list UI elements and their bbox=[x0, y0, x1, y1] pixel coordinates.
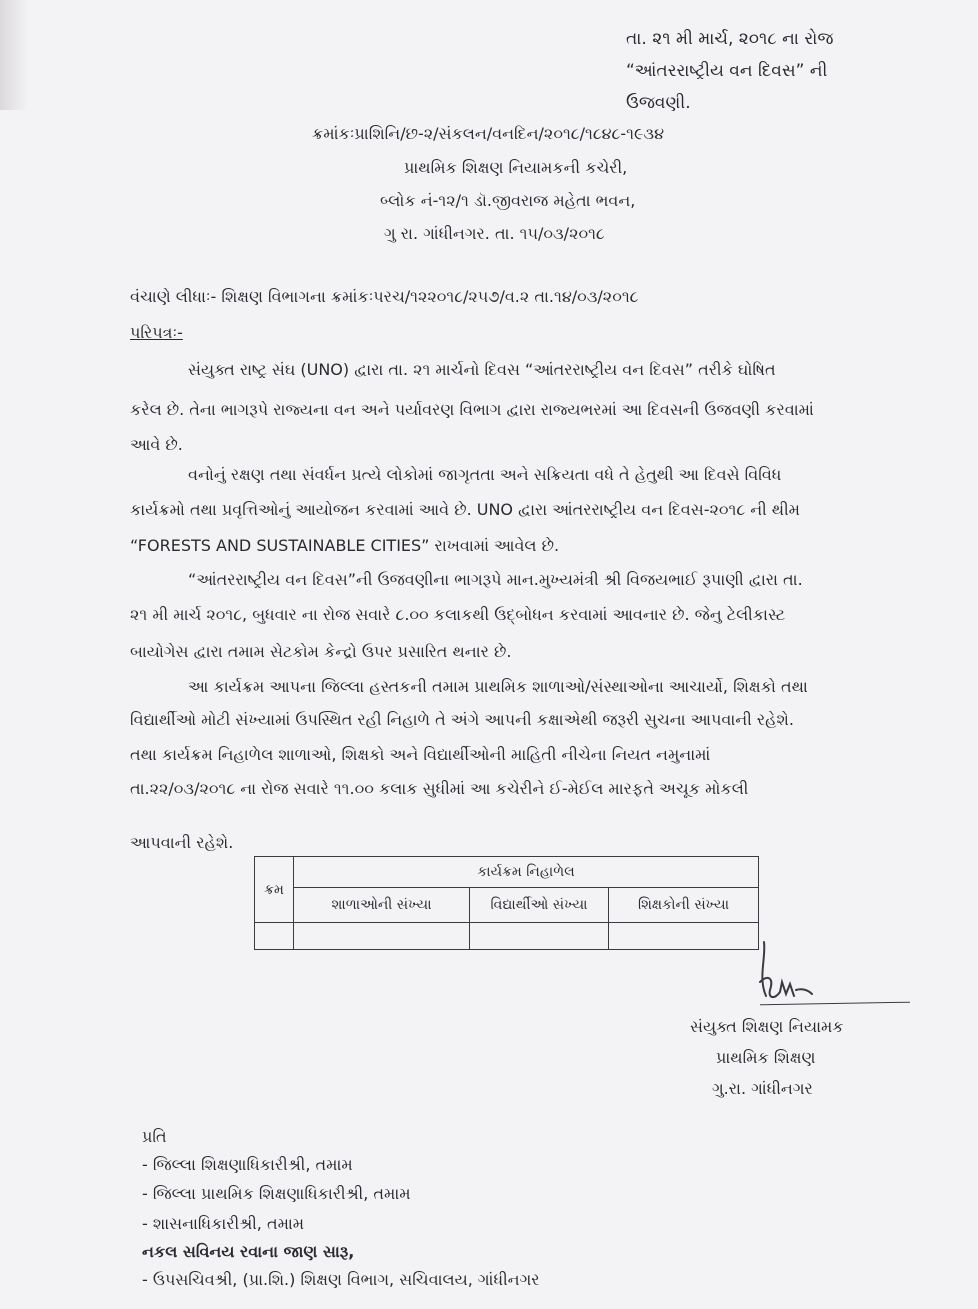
handwritten-signature bbox=[752, 938, 852, 1008]
group-header: કાર્યક્રમ નિહાળેલ bbox=[294, 857, 759, 888]
body-line: કરેલ છે. તેના ભાગરૂપે રાજ્યના વન અને પર્યાવરણ વિભાગ દ્વારા રાજ્યભરમાં આ દિવસની ઉજવણી કરવામાં bbox=[130, 400, 814, 419]
table-cell bbox=[255, 923, 294, 950]
table-cell bbox=[294, 923, 470, 950]
col-schools-header: શાળાઓની સંખ્યા bbox=[294, 888, 470, 923]
subject-line-3: ઉજવણી. bbox=[626, 93, 691, 113]
body-line: વનોનું રક્ષણ તથા સંવર્ધન પ્રત્યે લોકોમાં જાગૃતતા અને સક્રિયતા વધે તે હેતુથી આ દિવસે વિવિધ bbox=[188, 465, 782, 484]
table-cell bbox=[609, 923, 759, 950]
body-line: તા.૨૨/૦૩/૨૦૧૮ ના રોજ સવારે ૧૧.૦૦ કલાક સુધીમાં આ કચેરીને ઈ-મેઈલ મારફતે અચૂક મોકલી bbox=[130, 779, 749, 798]
office-city-date: ગુ રા. ગાંધીનગર. તા. ૧૫/૦૩/૨૦૧૮ bbox=[384, 224, 605, 243]
office-address: બ્લોક નં-૧૨/૧ ડૉ.જીવરાજ મહેતા ભવન, bbox=[380, 191, 636, 210]
page-fold-shadow bbox=[0, 0, 28, 110]
subject-line-1: તા. ૨૧ મી માર્ચ, ૨૦૧૮ ના રોજ bbox=[626, 29, 834, 49]
table-row bbox=[255, 923, 759, 950]
signatory-title: સંયુક્ત શિક્ષણ નિયામક bbox=[690, 1017, 844, 1036]
body-line: આ કાર્યક્રમ આપના જિલ્લા હસ્તકની તમામ પ્રાથમિક શાળાઓ/સંસ્થાઓના આચાર્યો, શિક્ષકો તથા bbox=[188, 677, 808, 696]
body-line: ૨૧ મી માર્ચ ૨૦૧૮, બુધવાર ના રોજ સવારે ૮.૦૦ કલાકથી ઉદ્બોધન કરવામાં આવનાર છે. જેનુ ટેલીકાસ્ટ bbox=[130, 605, 786, 624]
body-line: તથા કાર્યક્રમ નિહાળેલ શાળાઓ, શિક્ષકો અને વિદ્યાર્થીઓની માહિતી નીચેના નિયત નમુનામાં bbox=[130, 745, 711, 764]
body-line: “આંતરરાષ્ટ્રીય વન દિવસ”ની ઉજવણીના ભાગરૂપે માન.મુખ્યમંત્રી શ્રી વિજયભાઈ રૂપાણી દ્વારા તા. bbox=[188, 570, 803, 589]
copy-recipient-item: - ઉપસચિવશ્રી, (પ્રા.શિ.) શિક્ષણ વિભાગ, સચિવાલય, ગાંધીનગર bbox=[142, 1270, 540, 1289]
body-line: કાર્યક્રમો તથા પ્રવૃત્તિઓનું આયોજન કરવામાં આવે છે. UNO દ્વારા આંતરરાષ્ટ્રીય વન દિવસ-૨૦૧૮ ની થીમ bbox=[130, 500, 800, 519]
reference-number: ક્રમાંકઃપ્રાશિનિ/છ-૨/સંકલન/વનદિન/૨૦૧૮/૧૮૪૮-૧૯૩૪ bbox=[312, 124, 665, 143]
table-cell bbox=[470, 923, 609, 950]
body-line: આપવાની રહેશે. bbox=[130, 833, 234, 852]
signatory-department: પ્રાથમિક શિક્ષણ bbox=[716, 1048, 816, 1067]
reference-read: વંચાણે લીધાઃ- શિક્ષણ વિભાગના ક્રમાંકઃપરચ/૧૨૨૦૧૮/૨૫૭/વ.૨ તા.૧૪/૦૩/૨૦૧૮ bbox=[130, 287, 639, 306]
recipient-item: - જિલ્લા શિક્ષણાધિકારીશ્રી, તમામ bbox=[142, 1155, 353, 1174]
circular-label: પરિપત્રઃ- bbox=[130, 323, 183, 342]
office-name: પ્રાથમિક શિક્ષણ નિયામકની કચેરી, bbox=[404, 158, 628, 177]
body-line: “FORESTS AND SUSTAINABLE CITIES” રાખવામાં આવેલ છે. bbox=[130, 536, 560, 555]
copy-label: નકલ સવિનય રવાના જાણ સારૂ, bbox=[142, 1242, 355, 1261]
body-line: બાયોગેસ દ્વારા તમામ સેટકોમ કેન્દ્રો ઉપર પ્રસારિત થનાર છે. bbox=[130, 642, 512, 661]
recipient-item: - શાસનાધિકારીશ્રી, તમામ bbox=[142, 1214, 305, 1233]
subject-line-2: “આંતરરાષ્ટ્રીય વન દિવસ” ની bbox=[626, 61, 828, 81]
body-line: વિદ્યાર્થીઓ મોટી સંખ્યામાં ઉપસ્થિત રહી નિહાળે તે અંગે આપની કક્ષાએથી જરૂરી સુચના આપવાની રહેશે. bbox=[130, 710, 794, 729]
col-students-header: વિદ્યાર્થીઓ સંખ્યા bbox=[470, 888, 609, 923]
signatory-location: ગુ.રા. ગાંધીનગર bbox=[712, 1079, 813, 1098]
recipient-item: - જિલ્લા પ્રાથમિક શિક્ષણાધિકારીશ્રી, તમામ bbox=[142, 1184, 411, 1203]
col-serial-header: ક્રમ bbox=[255, 857, 294, 923]
observation-form-table bbox=[254, 856, 759, 950]
body-line: આવે છે. bbox=[130, 435, 183, 454]
body-line: સંયુક્ત રાષ્ટ્ર સંઘ (UNO) દ્વારા તા. ૨૧ માર્ચનો દિવસ “આંતરરાષ્ટ્રીય વન દિવસ” તરીકે ઘોષિત bbox=[188, 360, 776, 379]
col-teachers-header: શિક્ષકોની સંખ્યા bbox=[609, 888, 759, 923]
to-label: પ્રતિ bbox=[142, 1127, 167, 1146]
